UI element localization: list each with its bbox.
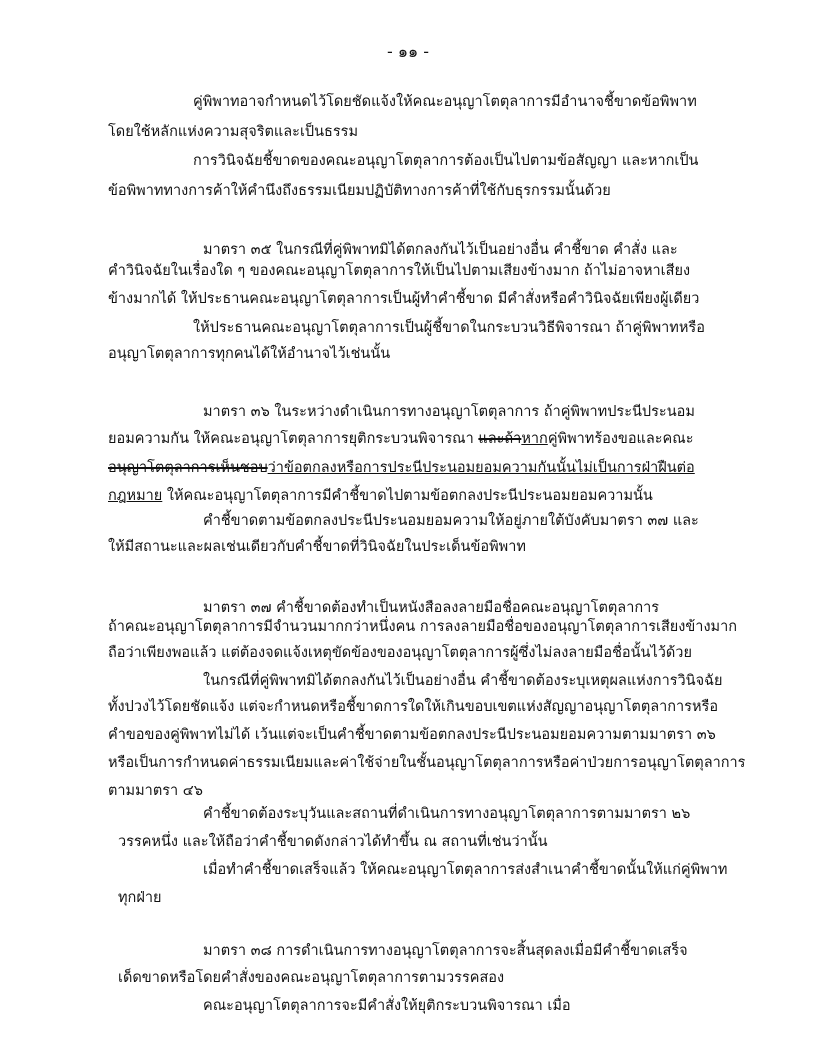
struck-text: และถ้า [478,431,522,447]
text-line: คำขอของคู่พิพาทไม่ได้ เว้นแต่จะเป็นคำชี้ขาดตามข้อตกลงประนีประนอมยอมความตามมาตรา ๓๖ [108,727,716,743]
text-line: วรรคหนึ่ง และให้ถือว่าคำชี้ขาดดังกล่าวได้ทำขึ้น ณ สถานที่เช่นว่านั้น [118,834,548,850]
text-line: ทุกฝ่าย [118,890,162,906]
text-line: ตามมาตรา ๔๖ [108,783,203,799]
text-line: ให้มีสถานะและผลเช่นเดียวกับคำชี้ขาดที่วินิจฉัยในประเด็นข้อพิพาท [108,539,526,555]
text-line: ให้ประธานคณะอนุญาโตตุลาการเป็นผู้ชี้ขาดในกระบวนวิธีพิจารณา ถ้าคู่พิพาทหรือ [193,320,705,336]
text-line: หรือเป็นการกำหนดค่าธรรมเนียมและค่าใช้จ่ายในชั้นอนุญาโตตุลาการหรือค่าป่วยการอนุญาโตตุลาการ [108,755,746,771]
text-line: ทั้งปวงไว้โดยชัดแจ้ง แต่จะกำหนดหรือชี้ขาดการใดให้เกินขอบเขตแห่งสัญญาอนุญาโตตุลาการหรือ [108,699,719,715]
text-segment: ยอมความกัน ให้คณะอนุญาโตตุลาการยุติกระบวนพิจารณา [108,431,479,447]
inserted-text: ว่าข้อตกลงหรือการประนีประนอมยอมความกันนั้นไม่เป็นการฝ่าฝืนต่อ [267,460,695,476]
text-line: ถ้าคณะอนุญาโตตุลาการมีจำนวนมากกว่าหนึ่งคน การลงลายมือชื่อของอนุญาโตตุลาการเสียงข้างมาก [108,619,738,635]
text-line: ในกรณีที่คู่พิพาทมิได้ตกลงกันไว้เป็นอย่างอื่น คำชี้ขาดต้องระบุเหตุผลแห่งการวินิจฉัย [203,673,723,689]
text-line: ถือว่าเพียงพอแล้ว แต่ต้องจดแจ้งเหตุขัดข้องของอนุญาโตตุลาการผู้ซึ่งไม่ลงลายมือชื่อนั้นไว้ด้วย [108,645,692,661]
page-number: - ๑๑ - [386,42,430,61]
text-line: อนุญาโตตุลาการทุกคนได้ให้อำนาจไว้เช่นนั้น [108,346,391,362]
text-segment: คู่พิพาทร้องขอและคณะ [547,431,694,447]
text-line: คำชี้ขาดต้องระบุวันและสถานที่ดำเนินการทางอนุญาโตตุลาการตามมาตรา ๒๖ [203,806,691,822]
text-line: คำชี้ขาดตามข้อตกลงประนีประนอมยอมความให้อยู่ภายใต้บังคับมาตรา ๓๗ และ [203,513,699,529]
text-line: คณะอนุญาโตตุลาการจะมีคำสั่งให้ยุติกระบวนพิจารณา เมื่อ [203,998,571,1014]
text-line-with-edits [108,485,653,507]
text-line-with-edits [108,428,694,450]
text-line: การวินิจฉัยชี้ขาดของคณะอนุญาโตตุลาการต้องเป็นไปตามข้อสัญญา และหากเป็น [193,153,699,169]
inserted-text: กฎหมาย [108,488,163,504]
text-line: คู่พิพาทอาจกำหนดไว้โดยชัดแจ้งให้คณะอนุญาโตตุลาการมีอำนาจชี้ขาดข้อพิพาท [193,94,697,110]
section-35-heading-line: มาตรา ๓๕ ในกรณีที่คู่พิพาทมิได้ตกลงกันไว้เป็นอย่างอื่น คำชี้ขาด คำสั่ง และ [203,242,678,258]
section-36-heading-line: มาตรา ๓๖ ในระหว่างดำเนินการทางอนุญาโตตุลาการ ถ้าคู่พิพาทประนีประนอม [203,404,695,420]
text-line: ข้อพิพาททางการค้าให้คำนึงถึงธรรมเนียมปฏิบัติทางการค้าที่ใช้กับธุรกรรมนั้นด้วย [108,183,611,199]
section-38-heading-line: มาตรา ๓๘ การดำเนินการทางอนุญาโตตุลาการจะสิ้นสุดลงเมื่อมีคำชี้ขาดเสร็จ [203,943,688,959]
text-line: โดยใช้หลักแห่งความสุจริตและเป็นธรรม [108,124,358,140]
text-line: ข้างมากได้ ให้ประธานคณะอนุญาโตตุลาการเป็นผู้ทำคำชี้ขาด มีคำสั่งหรือคำวินิจฉัยเพียงผู้เดียว [108,291,700,307]
inserted-text: หาก [521,431,548,447]
text-line: คำวินิจฉัยในเรื่องใด ๆ ของคณะอนุญาโตตุลาการให้เป็นไปตามเสียงข้างมาก ถ้าไม่อาจหาเสียง [108,263,691,279]
text-line: เด็ดขาดหรือโดยคำสั่งของคณะอนุญาโตตุลาการตามวรรคสอง [118,970,505,986]
text-line: เมื่อทำคำชี้ขาดเสร็จแล้ว ให้คณะอนุญาโตตุลาการส่งสำเนาคำชี้ขาดนั้นให้แก่คู่พิพาท [203,862,728,878]
struck-text: อนุญาโตตุลาการเห็นชอบ [108,460,268,476]
section-37-heading-line: มาตรา ๓๗ คำชี้ขาดต้องทำเป็นหนังสือลงลายมือชื่อคณะอนุญาโตตุลาการ [203,600,660,616]
text-line-with-edits [108,457,695,479]
text-segment: ให้คณะอนุญาโตตุลาการมีคำชี้ขาดไปตามข้อตกลงประนีประนอมยอมความนั้น [162,488,653,504]
